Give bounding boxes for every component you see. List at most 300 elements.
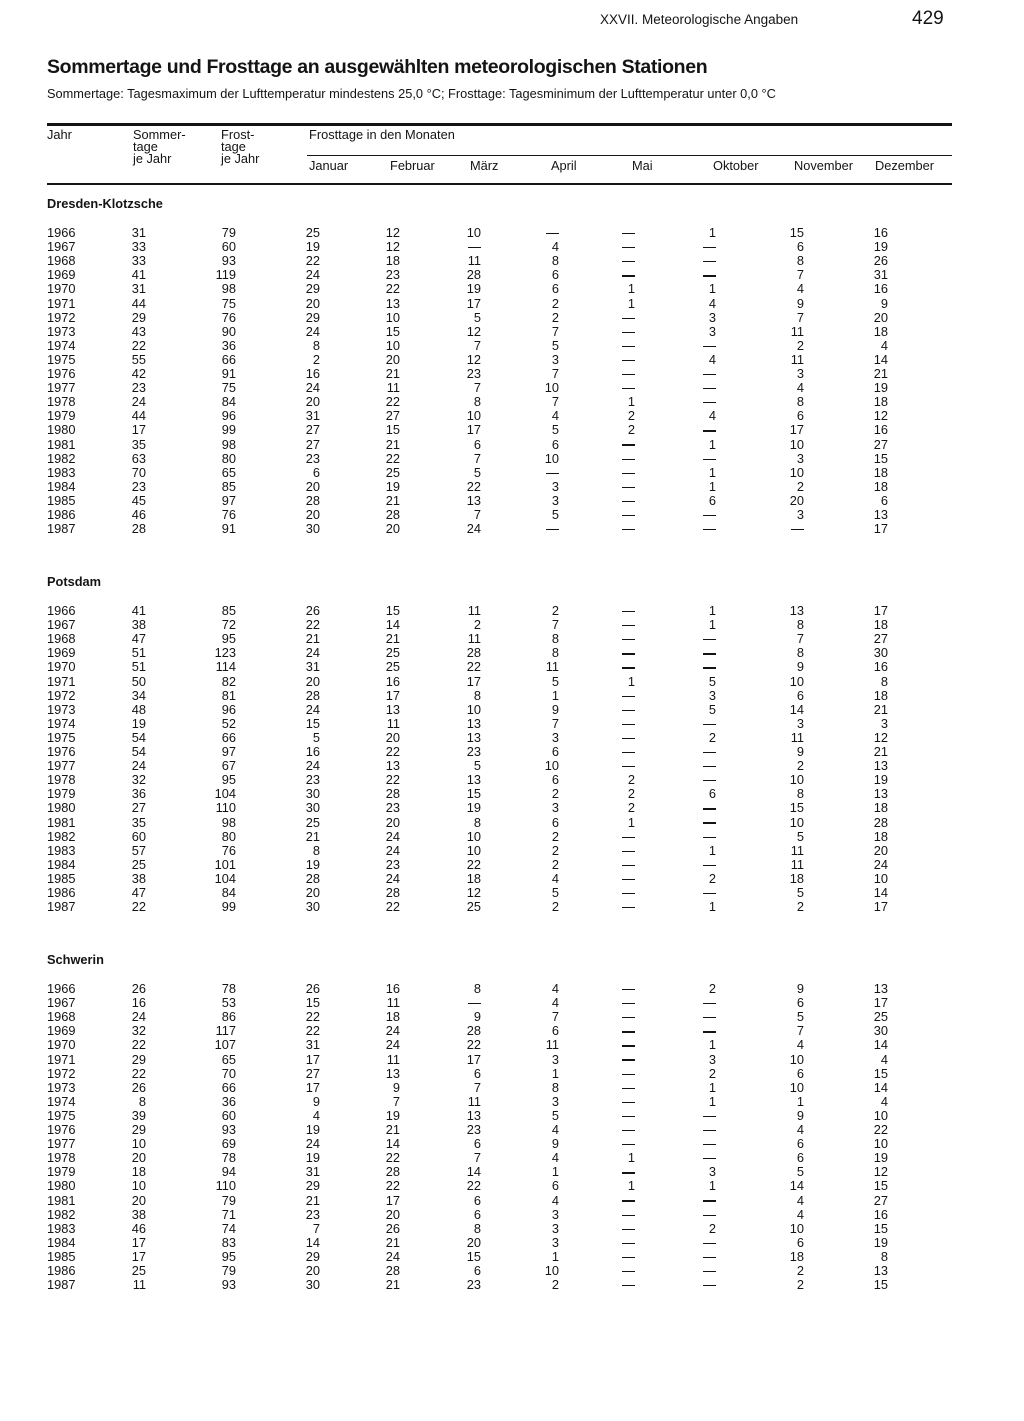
cell-summer-days: 42 (131, 366, 146, 381)
cell-apr: 5 (551, 337, 559, 353)
cell-may (622, 646, 635, 659)
cell-oct (703, 1194, 716, 1207)
cell-oct (703, 1010, 716, 1023)
cell-frost-days: 52 (221, 715, 236, 731)
cell-mar: 6 (473, 1263, 481, 1278)
cell-mar: 17 (466, 1051, 481, 1067)
cell-frost-days: 78 (221, 981, 236, 996)
row-year: 1970 (47, 659, 76, 675)
cell-jan: 16 (305, 744, 320, 759)
cell-may (622, 1038, 635, 1051)
cell-nov: 10 (789, 436, 804, 452)
cell-frost-days: 84 (221, 394, 236, 410)
header-summer-days-3: je Jahr (133, 151, 172, 166)
cell-oct (703, 801, 716, 814)
dash-mark (468, 247, 481, 248)
cell-oct (703, 759, 716, 772)
cell-frost-days: 93 (221, 253, 236, 269)
cell-frost-days: 36 (221, 337, 236, 353)
section-header: XXVII. Meteorologische Angaben (600, 12, 799, 27)
row-year: 1979 (47, 786, 76, 802)
cell-summer-days: 38 (131, 1206, 146, 1222)
cell-nov: 5 (796, 1009, 804, 1025)
cell-oct: 5 (708, 673, 716, 689)
cell-apr (546, 522, 559, 535)
cell-nov: 9 (796, 659, 804, 675)
header-rule-top (47, 123, 952, 126)
cell-may (622, 1067, 635, 1080)
cell-nov: 6 (796, 408, 804, 424)
row-year: 1983 (47, 464, 76, 480)
cell-mar: 11 (467, 631, 481, 647)
cell-apr: 8 (551, 253, 559, 269)
dash-mark (703, 374, 716, 375)
cell-nov: 18 (789, 870, 804, 886)
cell-frost-days: 76 (221, 309, 236, 325)
dash-mark (703, 1031, 716, 1032)
cell-apr: 2 (551, 603, 559, 618)
cell-oct (703, 508, 716, 521)
cell-summer-days: 25 (131, 1263, 146, 1278)
cell-oct: 3 (708, 309, 716, 325)
cell-apr: 6 (551, 814, 559, 830)
row-year: 1984 (47, 1234, 76, 1250)
cell-frost-days: 90 (221, 323, 236, 339)
cell-apr: 1 (551, 1248, 559, 1264)
cell-nov: 6 (796, 995, 804, 1011)
cell-oct: 1 (708, 464, 716, 480)
cell-dec: 14 (873, 351, 888, 367)
cell-oct (703, 452, 716, 465)
cell-apr: 6 (551, 267, 559, 283)
dash-mark (622, 653, 635, 654)
dash-mark (622, 837, 635, 838)
cell-dec: 30 (873, 645, 888, 661)
cell-summer-days: 60 (131, 828, 146, 844)
cell-feb: 20 (385, 521, 400, 537)
cell-oct (703, 522, 716, 535)
cell-may (622, 900, 635, 913)
cell-jan: 15 (305, 995, 320, 1011)
cell-may (622, 311, 635, 324)
cell-oct (703, 717, 716, 730)
cell-apr: 8 (551, 645, 559, 661)
cell-apr: 6 (551, 744, 559, 759)
cell-feb: 24 (385, 842, 400, 858)
cell-feb: 25 (385, 645, 400, 661)
cell-may (622, 452, 635, 465)
cell-mar: 10 (466, 842, 481, 858)
cell-oct (703, 816, 716, 829)
cell-nov: 15 (789, 225, 804, 240)
cell-nov: 4 (796, 1206, 804, 1222)
row-year: 1983 (47, 1220, 76, 1236)
cell-oct (703, 1236, 716, 1249)
dash-mark (622, 1116, 635, 1117)
cell-frost-days: 75 (221, 295, 236, 311)
cell-jan: 24 (305, 701, 320, 717)
row-year: 1973 (47, 323, 76, 339)
dash-mark (622, 1243, 635, 1244)
cell-jan: 2 (312, 351, 320, 367)
cell-feb: 19 (385, 478, 400, 494)
cell-mar: 28 (466, 1023, 481, 1039)
cell-apr: 3 (551, 1051, 559, 1067)
cell-feb: 27 (385, 408, 400, 424)
cell-summer-days: 24 (131, 758, 146, 774)
dash-mark (622, 1045, 635, 1046)
cell-apr: 2 (551, 295, 559, 311)
dash-mark (622, 766, 635, 767)
cell-frost-days: 74 (221, 1220, 236, 1236)
cell-feb: 25 (385, 464, 400, 480)
cell-mar: 22 (466, 659, 481, 675)
dash-mark (703, 667, 716, 668)
cell-apr: 5 (551, 507, 559, 522)
row-year: 1967 (47, 617, 76, 633)
cell-summer-days: 31 (131, 225, 146, 240)
cell-feb: 10 (385, 309, 400, 325)
cell-jan: 30 (305, 800, 320, 816)
row-year: 1985 (47, 1248, 76, 1264)
cell-frost-days: 99 (221, 422, 236, 438)
cell-mar: 20 (466, 1234, 481, 1250)
cell-nov: 7 (796, 1023, 804, 1039)
cell-frost-days: 65 (221, 464, 236, 480)
cell-may: 2 (627, 422, 635, 438)
dash-mark (622, 1074, 635, 1075)
cell-may: 2 (627, 800, 635, 816)
cell-frost-days: 98 (221, 814, 236, 830)
cell-dec: 19 (873, 380, 888, 396)
cell-may (622, 717, 635, 730)
cell-jan: 31 (305, 408, 320, 424)
cell-nov: 10 (789, 772, 804, 788)
dash-mark (703, 346, 716, 347)
cell-nov: 14 (789, 1178, 804, 1194)
cell-oct (703, 660, 716, 673)
cell-oct (703, 745, 716, 758)
cell-mar: 8 (473, 394, 481, 410)
cell-mar: 18 (466, 870, 481, 886)
cell-oct (703, 830, 716, 843)
cell-frost-days: 84 (221, 885, 236, 900)
dash-mark (622, 639, 635, 640)
cell-nov: 4 (796, 281, 804, 297)
cell-mar: 6 (473, 1065, 481, 1081)
row-year: 1978 (47, 1150, 76, 1166)
dash-mark (622, 1130, 635, 1131)
cell-oct (703, 240, 716, 253)
row-year: 1968 (47, 631, 76, 647)
cell-frost-days: 104 (214, 870, 236, 886)
dash-mark (622, 247, 635, 248)
cell-summer-days: 32 (131, 772, 146, 788)
cell-frost-days: 96 (221, 701, 236, 717)
cell-frost-days: 85 (221, 603, 236, 618)
dash-mark (622, 501, 635, 502)
cell-summer-days: 22 (131, 1065, 146, 1081)
dash-mark (546, 529, 559, 530)
dash-mark (791, 529, 804, 530)
cell-apr: 3 (551, 1234, 559, 1250)
cell-jan: 30 (305, 1277, 320, 1293)
cell-mar: 28 (466, 645, 481, 661)
cell-dec: 17 (873, 995, 888, 1011)
cell-jan: 24 (305, 645, 320, 661)
cell-frost-days: 98 (221, 281, 236, 297)
cell-dec: 10 (873, 870, 888, 886)
cell-feb: 12 (385, 225, 400, 240)
cell-feb: 22 (385, 1178, 400, 1194)
row-year: 1970 (47, 281, 76, 297)
cell-feb: 21 (385, 1277, 400, 1293)
cell-feb: 21 (385, 492, 400, 508)
cell-mar: 8 (473, 814, 481, 830)
cell-mar: 11 (467, 253, 481, 269)
cell-nov: 9 (796, 744, 804, 759)
dash-mark (622, 459, 635, 460)
dash-mark (703, 1243, 716, 1244)
dash-mark (703, 388, 716, 389)
cell-frost-days: 104 (214, 786, 236, 802)
dash-mark (622, 374, 635, 375)
cell-mar: 22 (466, 856, 481, 872)
cell-dec: 19 (873, 772, 888, 788)
cell-may (622, 1250, 635, 1263)
cell-oct (703, 395, 716, 408)
cell-apr: 4 (551, 870, 559, 886)
cell-nov: 6 (796, 1065, 804, 1081)
dash-mark (703, 1017, 716, 1018)
dash-mark (622, 879, 635, 880)
cell-jan: 22 (305, 1023, 320, 1039)
cell-may (622, 996, 635, 1009)
cell-nov: 7 (796, 267, 804, 283)
dash-mark (703, 752, 716, 753)
cell-jan: 24 (305, 323, 320, 339)
cell-apr: 10 (544, 450, 559, 466)
dash-mark (622, 1003, 635, 1004)
cell-may (622, 494, 635, 507)
cell-may: 2 (627, 772, 635, 788)
cell-oct: 1 (708, 617, 716, 633)
cell-jan: 24 (305, 267, 320, 283)
cell-dec: 10 (873, 1107, 888, 1123)
cell-summer-days: 55 (131, 351, 146, 367)
cell-nov: 3 (796, 715, 804, 731)
cell-nov: 9 (796, 1107, 804, 1123)
cell-apr: 3 (551, 729, 559, 745)
cell-apr: 3 (551, 492, 559, 508)
cell-dec: 4 (880, 1051, 888, 1067)
cell-dec: 14 (873, 885, 888, 900)
cell-feb: 22 (385, 1150, 400, 1166)
station-heading: Potsdam (47, 574, 102, 589)
cell-nov: 7 (796, 631, 804, 647)
cell-feb: 19 (385, 1107, 400, 1123)
cell-frost-days: 117 (215, 1023, 236, 1039)
cell-apr: 1 (551, 687, 559, 703)
cell-frost-days: 93 (221, 1277, 236, 1293)
cell-jan: 21 (305, 828, 320, 844)
cell-dec: 13 (873, 507, 888, 522)
row-year: 1974 (47, 715, 76, 731)
cell-mar: 6 (473, 436, 481, 452)
cell-nov: 3 (796, 507, 804, 522)
cell-feb: 28 (385, 1263, 400, 1278)
cell-nov: 10 (789, 1220, 804, 1236)
cell-may: 1 (627, 295, 635, 311)
cell-summer-days: 19 (131, 715, 146, 731)
cell-summer-days: 22 (131, 1037, 146, 1053)
dash-mark (622, 907, 635, 908)
row-year: 1986 (47, 1263, 76, 1278)
cell-jan: 25 (305, 814, 320, 830)
cell-summer-days: 29 (131, 1122, 146, 1137)
cell-summer-days: 31 (131, 281, 146, 297)
cell-nov: 10 (789, 464, 804, 480)
dash-mark (622, 611, 635, 612)
cell-nov: 13 (789, 603, 804, 618)
cell-summer-days: 38 (131, 617, 146, 633)
header-month-mai: Mai (632, 158, 653, 173)
cell-dec: 3 (880, 715, 888, 731)
row-year: 1969 (47, 645, 76, 661)
dash-mark (703, 1200, 716, 1201)
cell-jan: 31 (305, 659, 320, 675)
cell-frost-days: 119 (215, 267, 236, 283)
cell-summer-days: 29 (131, 1051, 146, 1067)
header-rule-months (307, 155, 952, 156)
dash-mark (622, 1271, 635, 1272)
cell-feb: 13 (385, 295, 400, 311)
dash-mark (622, 515, 635, 516)
cell-jan: 7 (312, 1220, 320, 1236)
cell-frost-days: 70 (221, 1065, 236, 1081)
cell-frost-days: 69 (221, 1136, 236, 1152)
cell-apr: 5 (551, 673, 559, 689)
cell-apr: 2 (551, 786, 559, 802)
cell-summer-days: 29 (131, 309, 146, 325)
cell-oct (703, 268, 716, 281)
cell-dec: 16 (873, 281, 888, 297)
cell-apr: 8 (551, 1079, 559, 1095)
dash-mark (703, 261, 716, 262)
cell-mar: 13 (466, 772, 481, 788)
cell-summer-days: 46 (131, 1220, 146, 1236)
cell-mar: 5 (473, 309, 481, 325)
cell-summer-days: 47 (131, 631, 146, 647)
dash-mark (703, 724, 716, 725)
cell-mar: 23 (466, 1122, 481, 1137)
cell-may (622, 226, 635, 239)
cell-apr: 4 (551, 239, 559, 255)
cell-frost-days: 99 (221, 899, 236, 915)
cell-oct (703, 858, 716, 871)
header-month-februar: Februar (390, 158, 435, 173)
cell-mar: 17 (466, 295, 481, 311)
cell-dec: 18 (873, 800, 888, 816)
cell-apr: 3 (551, 351, 559, 367)
cell-jan: 30 (305, 786, 320, 802)
cell-dec: 18 (873, 394, 888, 410)
cell-oct: 2 (708, 981, 716, 996)
cell-dec: 27 (873, 631, 888, 647)
cell-feb: 21 (385, 366, 400, 381)
dash-mark (622, 318, 635, 319)
cell-may (622, 1010, 635, 1023)
cell-dec: 22 (873, 1122, 888, 1137)
dash-mark (622, 893, 635, 894)
cell-oct: 1 (708, 1093, 716, 1109)
row-year: 1978 (47, 394, 76, 410)
dash-mark (622, 388, 635, 389)
cell-feb: 22 (385, 772, 400, 788)
cell-jan: 31 (305, 1037, 320, 1053)
cell-summer-days: 25 (131, 856, 146, 872)
cell-feb: 28 (385, 507, 400, 522)
cell-apr: 4 (551, 1122, 559, 1137)
cell-apr: 4 (551, 408, 559, 424)
cell-summer-days: 50 (131, 673, 146, 689)
cell-nov: 4 (796, 1192, 804, 1208)
cell-summer-days: 34 (131, 687, 146, 703)
cell-jan: 29 (305, 281, 320, 297)
cell-mar: 2 (473, 617, 481, 633)
cell-dec: 12 (873, 408, 888, 424)
dash-mark (622, 710, 635, 711)
cell-frost-days: 97 (221, 492, 236, 508)
cell-may (622, 1095, 635, 1108)
dash-mark (622, 1031, 635, 1032)
row-year: 1981 (47, 814, 76, 830)
cell-mar: 7 (473, 450, 481, 466)
cell-mar: 5 (473, 464, 481, 480)
cell-dec: 4 (880, 1093, 888, 1109)
dash-mark (703, 808, 716, 809)
dash-mark (703, 430, 716, 431)
cell-dec: 13 (873, 758, 888, 774)
cell-apr: 7 (551, 394, 559, 410)
dash-mark (622, 1200, 635, 1201)
cell-summer-days: 11 (132, 1277, 146, 1293)
cell-may (622, 353, 635, 366)
cell-jan: 27 (305, 1065, 320, 1081)
dash-mark (622, 667, 635, 668)
cell-frost-days: 86 (221, 1009, 236, 1025)
dash-mark (622, 261, 635, 262)
cell-jan: 19 (305, 1150, 320, 1166)
cell-summer-days: 47 (131, 885, 146, 900)
row-year: 1975 (47, 729, 76, 745)
dash-mark (703, 865, 716, 866)
dash-mark (703, 780, 716, 781)
cell-summer-days: 33 (131, 253, 146, 269)
dash-mark (622, 1172, 635, 1173)
dash-mark (622, 1229, 635, 1230)
cell-nov: 2 (796, 899, 804, 915)
cell-feb: 20 (385, 729, 400, 745)
cell-feb: 14 (385, 617, 400, 633)
cell-feb: 21 (385, 631, 400, 647)
cell-oct: 4 (708, 295, 716, 311)
cell-dec: 6 (880, 492, 888, 508)
cell-mar: 7 (473, 1150, 481, 1166)
cell-nov (791, 522, 804, 535)
table-subtitle: Sommertage: Tagesmaximum der Lufttemperatur mindestens 25,0 °C; Frosttage: Tagesminimum der Lufttemperatur unter 0,0 °C (47, 86, 776, 101)
dash-mark (622, 233, 635, 234)
